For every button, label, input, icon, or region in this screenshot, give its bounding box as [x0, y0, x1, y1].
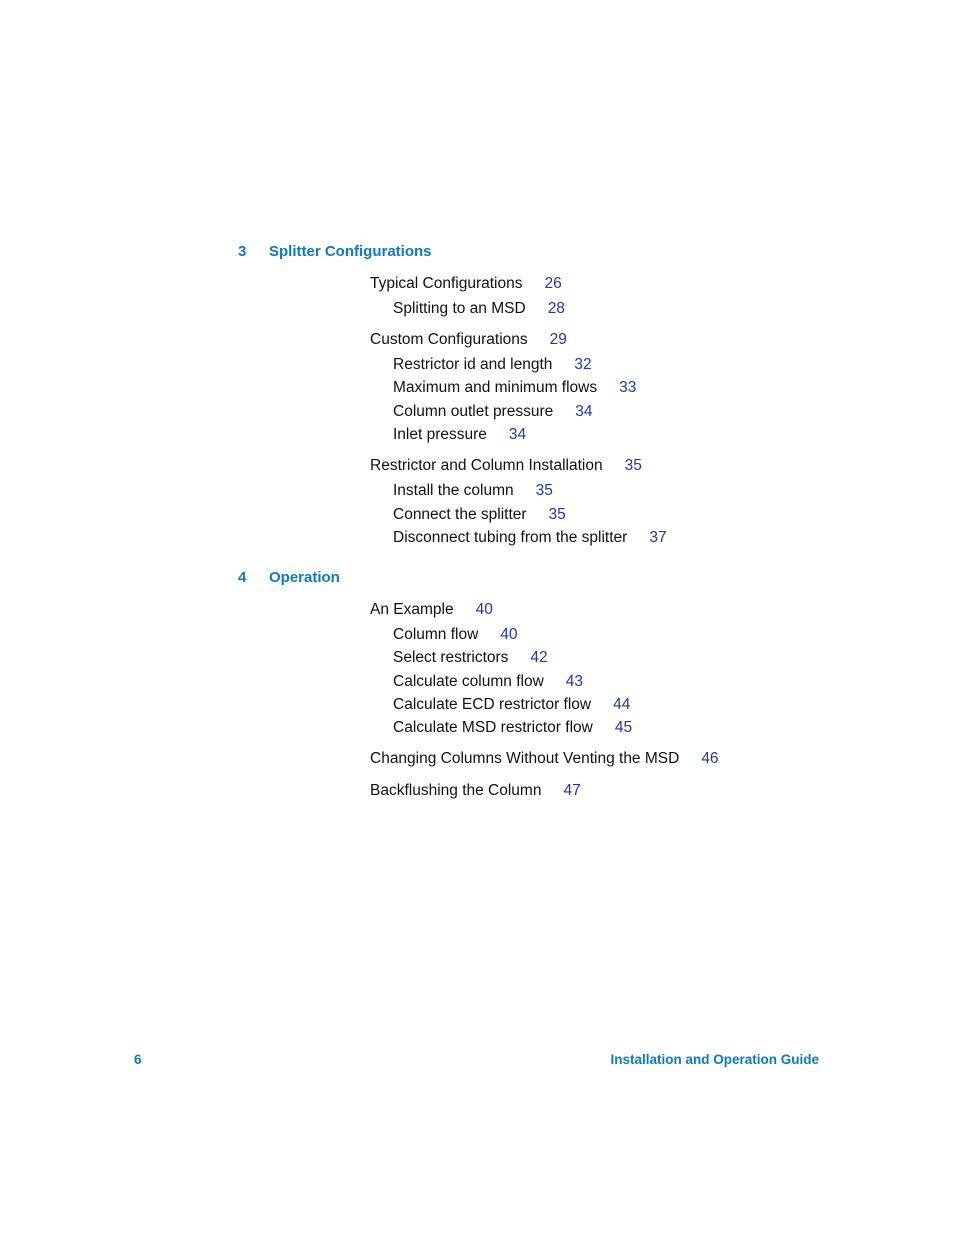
toc-page-link[interactable]: 35 [535, 482, 553, 499]
toc-entry-column-outlet-pressure[interactable] [393, 403, 593, 421]
toc-page-link[interactable]: 33 [619, 379, 637, 396]
toc-entry-title: Disconnect tubing from the splitter [393, 529, 628, 546]
toc-page-link[interactable]: 35 [624, 457, 642, 474]
toc-entry-title: Backflushing the Column [370, 782, 542, 799]
toc-entry-title: Inlet pressure [393, 426, 487, 443]
toc-page-link[interactable]: 42 [530, 649, 548, 666]
toc-page-link[interactable]: 40 [475, 601, 493, 618]
toc-page-link[interactable]: 47 [563, 782, 581, 799]
toc-page-link[interactable]: 32 [574, 356, 592, 373]
toc-entry-title: Restrictor and Column Installation [370, 457, 603, 474]
toc-entry-title: Calculate ECD restrictor flow [393, 696, 592, 713]
toc-entry-connect-splitter[interactable] [393, 506, 566, 524]
toc-entry-splitting-to-msd[interactable] [393, 300, 565, 318]
toc-page-link[interactable]: 35 [548, 506, 566, 523]
toc-entry-install-column[interactable] [393, 482, 553, 500]
toc-page-link[interactable]: 40 [500, 626, 518, 643]
toc-page-link[interactable]: 44 [613, 696, 631, 713]
toc-entry-max-min-flows[interactable] [393, 379, 636, 397]
toc-page-link[interactable]: 37 [649, 529, 667, 546]
toc-page-link[interactable]: 28 [547, 300, 565, 317]
toc-entry-title: Calculate column flow [393, 673, 544, 690]
chapter-title: Operation [269, 569, 340, 586]
toc-entry-title: Splitting to an MSD [393, 300, 526, 317]
toc-entry-title: Maximum and minimum flows [393, 379, 598, 396]
toc-entry-title: Install the column [393, 482, 514, 499]
toc-page-link[interactable]: 34 [575, 403, 593, 420]
chapter-title: Splitter Configurations [269, 243, 432, 260]
toc-entry-calculate-ecd-restrictor-flow[interactable] [393, 696, 630, 714]
toc-page-link[interactable]: 29 [549, 331, 567, 348]
chapter-heading-3[interactable] [238, 243, 432, 260]
footer-document-title: Installation and Operation Guide [610, 1052, 819, 1067]
toc-entry-backflushing-column[interactable] [370, 782, 581, 800]
toc-entry-column-flow[interactable] [393, 626, 518, 644]
toc-page-link[interactable]: 46 [701, 750, 719, 767]
toc-entry-custom-configurations[interactable] [370, 331, 567, 349]
toc-entry-changing-columns[interactable] [370, 750, 719, 768]
chapter-number: 3 [238, 243, 247, 260]
toc-page-link[interactable]: 45 [614, 719, 633, 736]
toc-entry-title: An Example [370, 601, 454, 618]
toc-entry-inlet-pressure[interactable] [393, 426, 526, 444]
toc-entry-typical-configurations[interactable] [370, 275, 562, 293]
toc-entry-an-example[interactable] [370, 601, 493, 619]
toc-entry-disconnect-tubing[interactable] [393, 529, 667, 547]
toc-entry-select-restrictors[interactable] [393, 649, 548, 667]
toc-entry-title: Changing Columns Without Venting the MSD [370, 750, 680, 767]
chapter-heading-4[interactable] [238, 569, 340, 586]
toc-entry-title: Typical Configurations [370, 275, 523, 292]
toc-page-link[interactable]: 26 [544, 275, 562, 292]
toc-entry-calculate-column-flow[interactable] [393, 673, 583, 691]
toc-page-link[interactable]: 34 [508, 426, 527, 443]
toc-entry-restrictor-column-installation[interactable] [370, 457, 642, 475]
chapter-number: 4 [238, 569, 247, 586]
toc-entry-restrictor-id-length[interactable] [393, 356, 592, 374]
toc-entry-title: Connect the splitter [393, 506, 527, 523]
toc-page-link[interactable]: 43 [565, 673, 584, 690]
toc-entry-title: Column flow [393, 626, 479, 643]
toc-entry-calculate-msd-restrictor-flow[interactable] [393, 719, 632, 737]
toc-entry-title: Calculate MSD restrictor flow [393, 719, 593, 736]
footer-page-number: 6 [134, 1052, 142, 1067]
toc-entry-title: Restrictor id and length [393, 356, 553, 373]
toc-entry-title: Select restrictors [393, 649, 509, 666]
toc-entry-title: Column outlet pressure [393, 403, 554, 420]
toc-entry-title: Custom Configurations [370, 331, 528, 348]
